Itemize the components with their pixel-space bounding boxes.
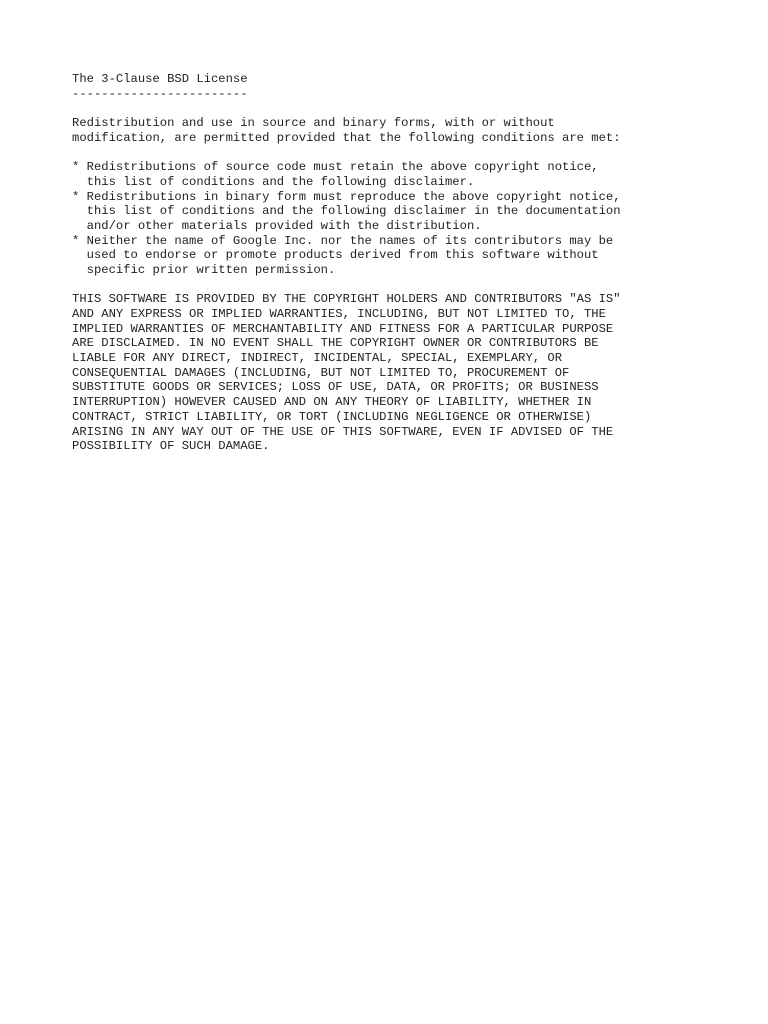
disclaimer-line: CONTRACT, STRICT LIABILITY, OR TORT (INCLUDING NEGLIGENCE OR OTHERWISE) xyxy=(72,409,592,424)
condition-line: * Redistributions of source code must retain the above copyright notice, xyxy=(72,160,599,175)
disclaimer-line: INTERRUPTION) HOWEVER CAUSED AND ON ANY THEORY OF LIABILITY, WHETHER IN xyxy=(72,395,592,410)
title-underline: ------------------------ xyxy=(72,86,248,101)
intro-paragraph xyxy=(72,116,712,145)
conditions-list xyxy=(72,160,712,278)
condition-line: * Neither the name of Google Inc. nor the names of its contributors may be xyxy=(72,233,614,248)
license-title: The 3-Clause BSD License xyxy=(72,72,248,86)
intro-line: modification, are permitted provided that the following conditions are met: xyxy=(72,130,621,145)
condition-line: and/or other materials provided with the distribution. xyxy=(72,218,482,233)
condition-line: specific prior written permission. xyxy=(72,262,336,277)
disclaimer-line: THIS SOFTWARE IS PROVIDED BY THE COPYRIGHT HOLDERS AND CONTRIBUTORS "AS IS" xyxy=(72,292,621,307)
condition-line: this list of conditions and the following disclaimer. xyxy=(72,174,475,189)
condition-line: used to endorse or promote products derived from this software without xyxy=(72,248,599,263)
blank-line xyxy=(72,145,712,160)
condition-line: this list of conditions and the following disclaimer in the documentation xyxy=(72,204,621,219)
disclaimer-paragraph xyxy=(72,292,712,454)
blank-line xyxy=(72,101,712,116)
disclaimer-line: ARISING IN ANY WAY OUT OF THE USE OF THIS SOFTWARE, EVEN IF ADVISED OF THE xyxy=(72,424,614,439)
disclaimer-line: SUBSTITUTE GOODS OR SERVICES; LOSS OF USE, DATA, OR PROFITS; OR BUSINESS xyxy=(72,380,599,395)
condition-line: * Redistributions in binary form must reproduce the above copyright notice, xyxy=(72,189,621,204)
disclaimer-line: ARE DISCLAIMED. IN NO EVENT SHALL THE COPYRIGHT OWNER OR CONTRIBUTORS BE xyxy=(72,336,599,351)
disclaimer-line: CONSEQUENTIAL DAMAGES (INCLUDING, BUT NOT LIMITED TO, PROCUREMENT OF xyxy=(72,365,570,380)
disclaimer-line: IMPLIED WARRANTIES OF MERCHANTABILITY AND FITNESS FOR A PARTICULAR PURPOSE xyxy=(72,321,614,336)
license-document xyxy=(72,72,712,454)
disclaimer-line: POSSIBILITY OF SUCH DAMAGE. xyxy=(72,439,270,454)
disclaimer-line: LIABLE FOR ANY DIRECT, INDIRECT, INCIDENTAL, SPECIAL, EXEMPLARY, OR xyxy=(72,351,563,366)
disclaimer-line: AND ANY EXPRESS OR IMPLIED WARRANTIES, INCLUDING, BUT NOT LIMITED TO, THE xyxy=(72,307,606,321)
intro-line: Redistribution and use in source and binary forms, with or without xyxy=(72,116,555,131)
blank-line xyxy=(72,278,712,293)
